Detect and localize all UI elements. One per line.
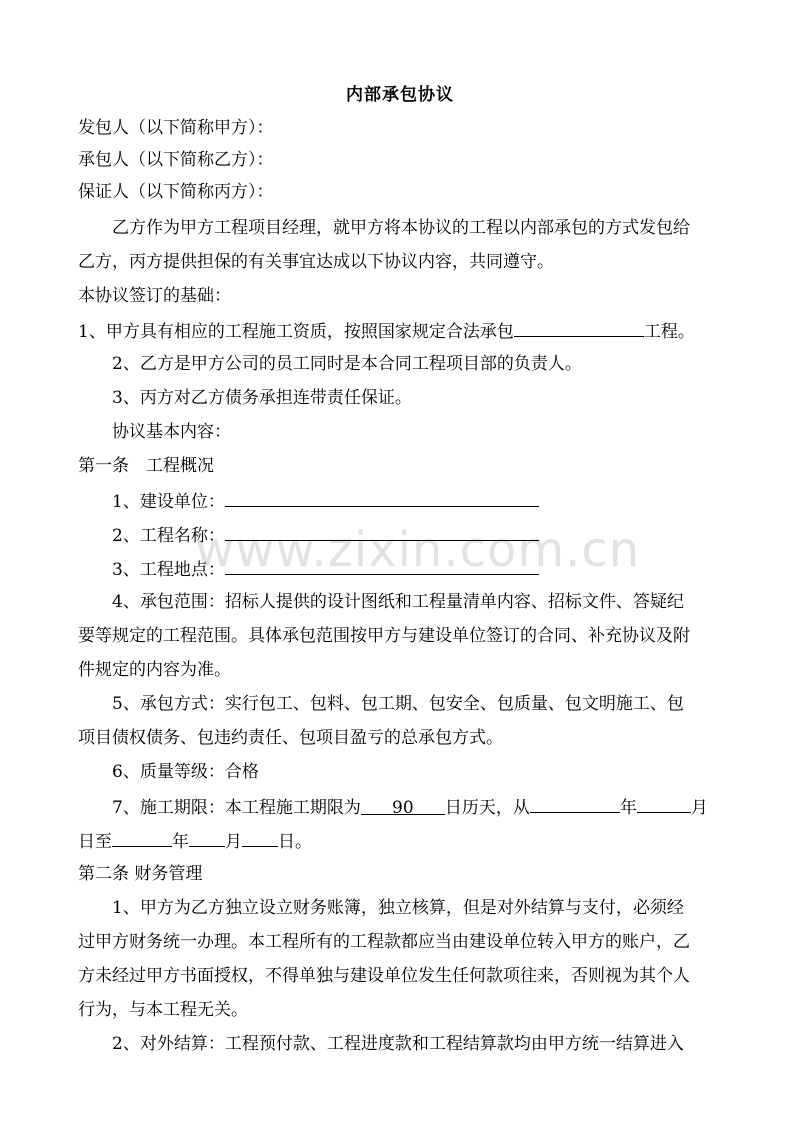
- scope-line-2: 要等规定的工程范围。具体承包范围按甲方与建设单位签订的合同、补充协议及附: [78, 626, 690, 646]
- end-month-label: 月: [225, 832, 242, 852]
- period-prefix: 7、施工期限：本工程施工期限为: [112, 798, 361, 818]
- method-line-2: 项目债权债务、包违约责任、包项目盈亏的总承包方式。: [78, 728, 503, 748]
- finance-p1-line-2: 过甲方财务统一办理。本工程所有的工程款都应当由建设单位转入甲方的账户，乙: [78, 932, 690, 952]
- finance-p1-line-3: 方未经过甲方书面授权，不得单独与建设单位发生任何款项往来，否则视为其个人: [78, 966, 690, 986]
- content-heading: 协议基本内容：: [112, 422, 231, 442]
- basis-item-1-suffix: 工程。: [643, 322, 695, 342]
- scope-line-3: 件规定的内容为准。: [78, 660, 231, 680]
- party-chengbao: 承包人（以下简称乙方）：: [78, 150, 274, 170]
- finance-p1-line-4: 行为，与本工程无关。: [78, 1000, 248, 1020]
- intro-line-1: 乙方作为甲方工程项目经理，就甲方将本协议的工程以内部承包的方式发包给: [112, 218, 690, 238]
- start-month-blank: [637, 794, 691, 813]
- day-end-label: 日。: [278, 832, 312, 852]
- finance-p2-line-1: 2、对外结算：工程预付款、工程进度款和工程结算款均由甲方统一结算进入: [112, 1034, 684, 1054]
- construction-unit-row: [112, 488, 539, 514]
- start-year-blank: [530, 794, 620, 813]
- day-to-label: 日至: [78, 832, 112, 852]
- scope-line-1: 4、承包范围：招标人提供的设计图纸和工程量清单内容、招标文件、答疑纪: [112, 592, 684, 612]
- basis-item-3: 3、丙方对乙方债务承担连带责任保证。: [112, 388, 412, 408]
- project-blank: [514, 318, 644, 337]
- project-name-row: [112, 522, 539, 548]
- period-days: 90: [361, 796, 445, 815]
- project-name-label: 2、工程名称：: [112, 526, 225, 546]
- basis-item-1-prefix: 1、甲方具有相应的工程施工资质，按照国家规定合法承包: [78, 322, 514, 342]
- basis-item-1: [78, 318, 695, 344]
- project-site-blank: [225, 556, 539, 575]
- year-label: 年: [619, 798, 637, 818]
- construction-unit-label: 1、建设单位：: [112, 492, 225, 512]
- project-site-label: 3、工程地点：: [112, 560, 225, 580]
- finance-p1-line-1: 1、甲方为乙方独立设立财务账簿，独立核算，但是对外结算与支付，必须经: [112, 898, 684, 918]
- intro-line-2: 乙方，丙方提供担保的有关事宜达成以下协议内容，共同遵守。: [78, 252, 554, 272]
- end-year-label: 年: [172, 832, 189, 852]
- document-title: 内部承包协议: [346, 85, 454, 105]
- basis-heading: 本协议签订的基础：: [78, 286, 231, 306]
- construction-unit-blank: [225, 488, 539, 507]
- end-day-blank: [242, 828, 278, 847]
- method-line-1: 5、承包方式：实行包工、包料、包工期、包安全、包质量、包文明施工、包: [112, 694, 684, 714]
- period-line-1: [112, 794, 708, 820]
- project-site-row: [112, 556, 539, 582]
- end-year-blank: [112, 828, 172, 847]
- period-line-2: [78, 828, 312, 854]
- period-mid: 日历天，从: [444, 798, 530, 818]
- watermark: www.zixin.com.cn: [195, 522, 641, 578]
- party-fabao: 发包人（以下简称甲方）：: [78, 118, 274, 138]
- party-baozheng: 保证人（以下简称丙方）：: [78, 182, 274, 202]
- basis-item-2: 2、乙方是甲方公司的员工同时是本合同工程项目部的负责人。: [112, 354, 582, 374]
- quality-grade: 6、质量等级：合格: [112, 762, 259, 782]
- end-month-blank: [189, 828, 225, 847]
- month-label: 月: [690, 798, 708, 818]
- project-name-blank: [225, 522, 539, 541]
- article-2-heading: 第二条 财务管理: [78, 864, 203, 884]
- article-1-heading: 第一条 工程概况: [78, 456, 214, 476]
